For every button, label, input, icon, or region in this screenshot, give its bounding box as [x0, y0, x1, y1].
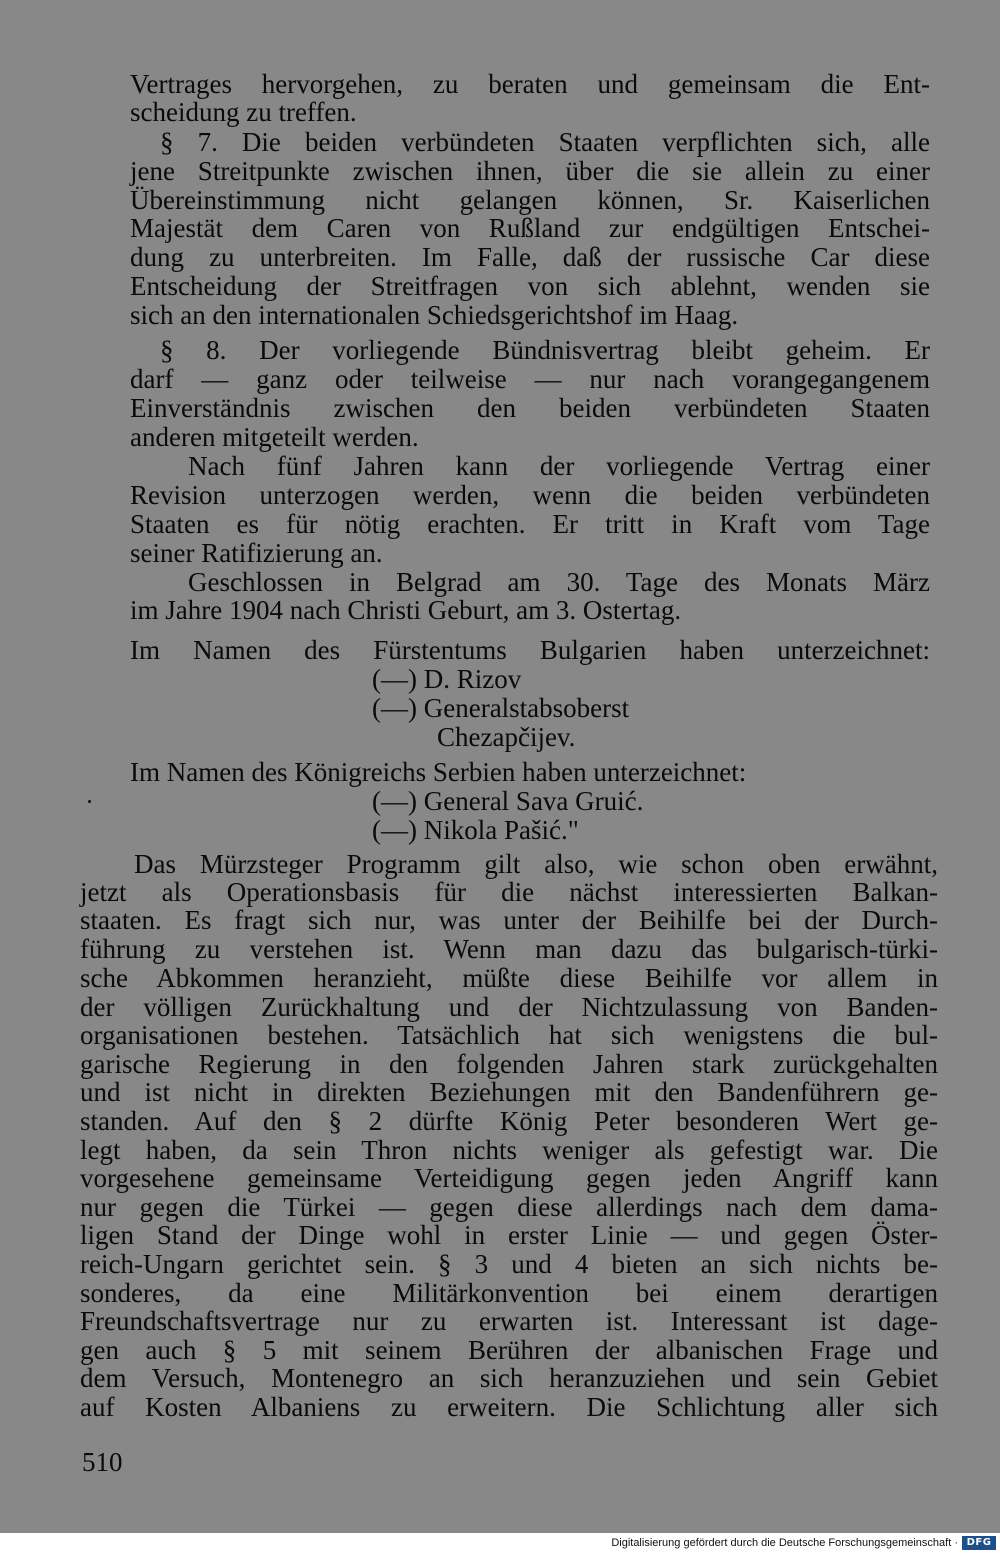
text-line: der völligen Zurückhaltung und der Nichtzulassung von Banden- — [80, 992, 938, 1022]
signature-line: (—) D. Rizov — [372, 664, 522, 694]
text-line: legt haben, da sein Thron nichts weniger als gefestigt war. Die — [80, 1135, 938, 1165]
stray-ink-dot — [88, 800, 91, 803]
text-line: gen auch § 5 mit seinem Berühren der albanischen Frage und — [80, 1335, 938, 1365]
text-line: sonderes, da eine Militärkonvention bei einem derartigen — [80, 1278, 938, 1308]
text-line: führung zu verstehen ist. Wenn man dazu das bulgarisch-türki- — [80, 934, 938, 964]
text-line: und ist nicht in direkten Beziehungen mit den Bandenführern ge- — [80, 1077, 938, 1107]
text-line: Freundschaftsvertrage nur zu erwarten ist. Interessant ist dage- — [80, 1306, 938, 1336]
text-line: garische Regierung in den folgenden Jahren stark zurückgehalten — [80, 1049, 938, 1079]
text-line: Das Mürzsteger Programm gilt also, wie schon oben erwähnt, — [134, 849, 938, 879]
text-line: darf — ganz oder teilweise — nur nach vorangegangenem — [130, 364, 930, 394]
digitization-footer — [0, 1533, 1000, 1553]
text-line: Nach fünf Jahren kann der vorliegende Vertrag einer — [188, 451, 930, 481]
text-line: anderen mitgeteilt werden. — [130, 422, 419, 452]
text-line: im Jahre 1904 nach Christi Geburt, am 3. Ostertag. — [130, 595, 682, 625]
text-line: staaten. Es fragt sich nur, was unter der Beihilfe bei der Durch- — [80, 905, 938, 935]
signature-line: (—) General Sava Gruić. — [372, 786, 644, 816]
text-line: ligen Stand der Dinge wohl in erster Linie — und gegen Öster- — [80, 1220, 938, 1250]
text-line: seiner Ratifizierung an. — [130, 538, 383, 568]
text-line: jetzt als Operationsbasis für die nächst interessierten Balkan- — [80, 877, 938, 907]
text-line: sche Abkommen heranzieht, müßte diese Beihilfe vor allem in — [80, 963, 938, 993]
text-line: standen. Auf den § 2 dürfte König Peter besonderen Wert ge- — [80, 1106, 938, 1136]
text-line: § 7. Die beiden verbündeten Staaten verpflichten sich, alle — [160, 127, 930, 157]
text-line: nur gegen die Türkei — gegen diese allerdings nach dem dama- — [80, 1192, 938, 1222]
text-line: auf Kosten Albaniens zu erweitern. Die Schlichtung aller sich — [80, 1392, 938, 1422]
page-number: 510 — [82, 1447, 123, 1477]
text-line: scheidung zu treffen. — [130, 97, 357, 127]
text-line: Staaten es für nötig erachten. Er tritt in Kraft vom Tage — [130, 509, 930, 539]
text-line: Vertrages hervorgehen, zu beraten und gemeinsam die Ent- — [130, 69, 930, 99]
funding-credit: Digitalisierung gefördert durch die Deutsche Forschungsgemeinschaft · — [611, 1537, 958, 1549]
text-line: reich-Ungarn gerichtet sein. § 3 und 4 bieten an sich nichts be- — [80, 1249, 938, 1279]
signature-line: Chezapčijev. — [437, 722, 576, 752]
text-line: jene Streitpunkte zwischen ihnen, über die sie allein zu einer — [130, 156, 930, 186]
text-line: § 8. Der vorliegende Bündnisvertrag bleibt geheim. Er — [160, 335, 930, 365]
text-line: Geschlossen in Belgrad am 30. Tage des Monats März — [188, 567, 930, 597]
signature-heading: Im Namen des Fürstentums Bulgarien haben unterzeichnet: — [130, 635, 930, 665]
text-line: dung zu unterbreiten. Im Falle, daß der russische Car diese — [130, 242, 930, 272]
text-line: Übereinstimmung nicht gelangen können, Sr. Kaiserlichen — [130, 185, 930, 215]
signature-line: (—) Generalstabsoberst — [372, 693, 630, 723]
text-line: organisationen bestehen. Tatsächlich hat sich wenigstens die bul- — [80, 1020, 938, 1050]
text-line: Einverständnis zwischen den beiden verbündeten Staaten — [130, 393, 930, 423]
text-line: Revision unterzogen werden, wenn die beiden verbündeten — [130, 480, 930, 510]
dfg-logo: DFG — [962, 1536, 996, 1550]
signature-heading: Im Namen des Königreichs Serbien haben unterzeichnet: — [130, 757, 747, 787]
text-line: vorgesehene gemeinsame Verteidigung gegen jeden Angriff kann — [80, 1163, 938, 1193]
text-line: Majestät dem Caren von Rußland zur endgültigen Entschei- — [130, 213, 930, 243]
text-line: dem Versuch, Montenegro an sich heranzuziehen und sein Gebiet — [80, 1363, 938, 1393]
text-line: sich an den internationalen Schiedsgerichtshof im Haag. — [130, 300, 739, 330]
text-line: Entscheidung der Streitfragen von sich ablehnt, wenden sie — [130, 271, 930, 301]
signature-line: (—) Nikola Pašić." — [372, 815, 579, 845]
